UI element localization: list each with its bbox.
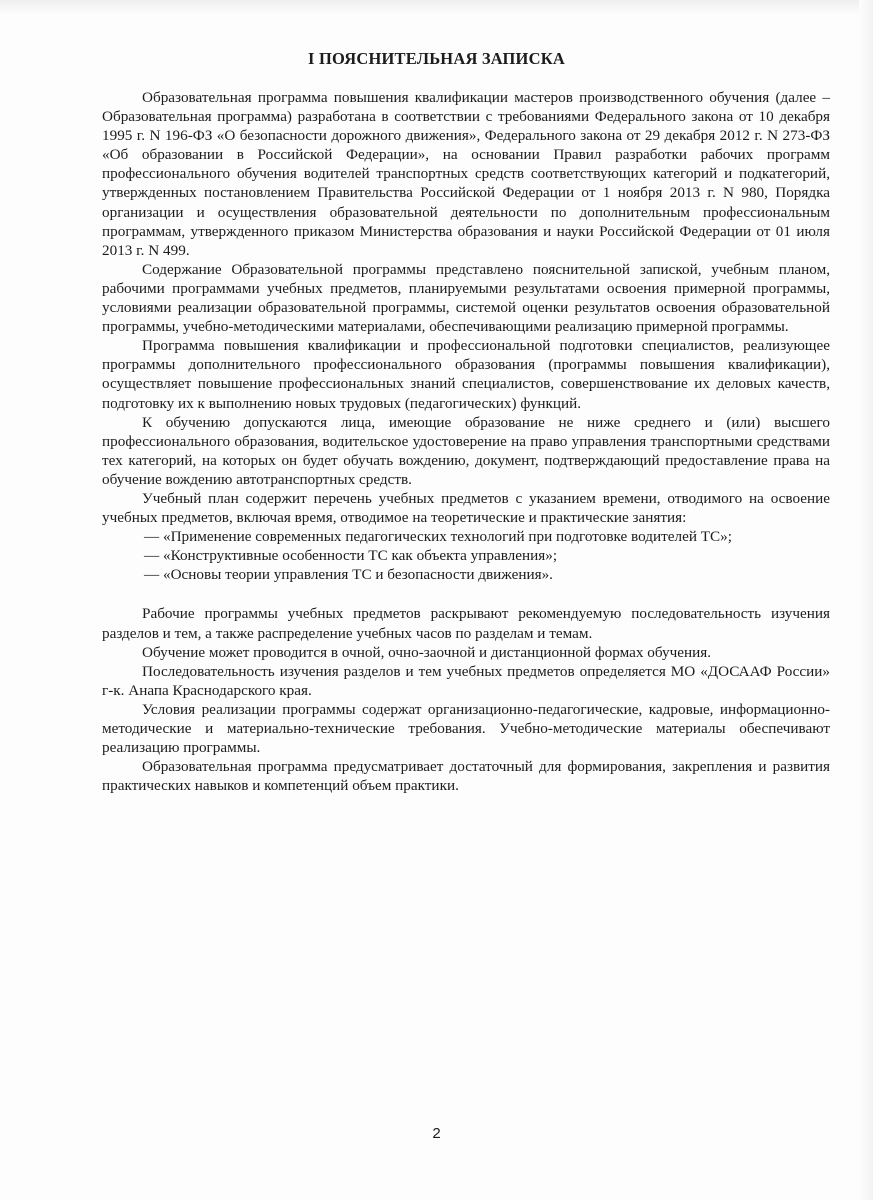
list-item-subject-2: — «Конструктивные особенности ТС как объекта управления»; bbox=[144, 547, 558, 565]
paragraph-study-forms: Обучение может проводится в очной, очно-заочной и дистанционной формах обучения. bbox=[142, 643, 712, 661]
list-item-subject-3: — «Основы теории управления ТС и безопасности движения». bbox=[144, 566, 553, 584]
paragraph-work-programs: Рабочие программы учебных предметов раскрывают рекомендуемую последовательность изучения разделов и тем, а также распределение учебных часов по разделам и темам. bbox=[102, 605, 830, 642]
body-text bbox=[102, 88, 830, 795]
paragraph-program-content: Содержание Образовательной программы представлено пояснительной запиской, учебным планом, рабочими программами учебных предметов, планируемыми результатами освоения примерной программы, условиями реализации образовательной программы, системой оценки результатов освоения образовательной программы, учебно-методическими материалами, обеспечивающими реализацию примерной программы. bbox=[102, 260, 830, 336]
page-number: 2 bbox=[432, 1125, 441, 1142]
paragraph-admission: К обучению допускаются лица, имеющие образование не ниже среднего и (или) высшего профессионального образования, водительское удостоверение на право управления транспортными средствами тех категорий, на которых он будет обучать вождению, документ, подтверждающий предоставление права на обучение вождению автотранспортных средств. bbox=[102, 413, 830, 488]
section-heading: I ПОЯСНИТЕЛЬНАЯ ЗАПИСКА bbox=[308, 49, 565, 68]
scan-shadow-right bbox=[859, 0, 873, 1200]
scan-shadow-top bbox=[0, 0, 873, 14]
list-item-subject-1: — «Применение современных педагогических технологий при подготовке водителей ТС»; bbox=[144, 528, 732, 546]
paragraph-legal-basis: Образовательная программа повышения квалификации мастеров производственного обучения (далее – Образовательная программа) разработана в соответствии с требованиями Федерального закона от 10 декабря 1995 г. N 196-ФЗ «О безопасности дорожного движения», Федерального закона от 29 декабря 2012 г. N 273-ФЗ «Об образовании в Российской Федерации», на основании Правил разработки рабочих программ профессионального обучения водителей транспортных средств соответствующих категорий и подкатегорий, утвержденных постановлением Правительства Российской Федерации от 1 ноября 2013 г. N 980, Порядка организации и осуществления образовательной деятельности по дополнительным профессиональным программам, утвержденного приказом Министерства образования и науки Российской Федерации от 01 июля 2013 г. N 499. bbox=[102, 89, 830, 259]
paragraph-sequence: Последовательность изучения разделов и тем учебных предметов определяется МО «ДОСААФ России» г-к. Анапа Краснодарского края. bbox=[102, 662, 830, 699]
paragraph-conditions: Условия реализации программы содержат организационно-педагогические, кадровые, информационно-методические и материально-технические требования. Учебно-методические материалы обеспечивают реализацию программы. bbox=[102, 700, 830, 757]
paragraph-curriculum: Учебный план содержит перечень учебных предметов с указанием времени, отводимого на освоение учебных предметов, включая время, отводимое на теоретические и практические занятия: bbox=[102, 489, 830, 527]
paragraph-practice: Образовательная программа предусматривает достаточный для формирования, закрепления и развития практических навыков и компетенций объем практики. bbox=[102, 758, 830, 795]
paragraph-program-purpose: Программа повышения квалификации и профессиональной подготовки специалистов, реализующее программы дополнительного профессионального образования (программы повышения квалификации), осуществляет повышение профессиональных знаний специалистов, совершенствование их деловых качеств, подготовку их к выполнению новых трудовых (педагогических) функций. bbox=[102, 337, 830, 412]
